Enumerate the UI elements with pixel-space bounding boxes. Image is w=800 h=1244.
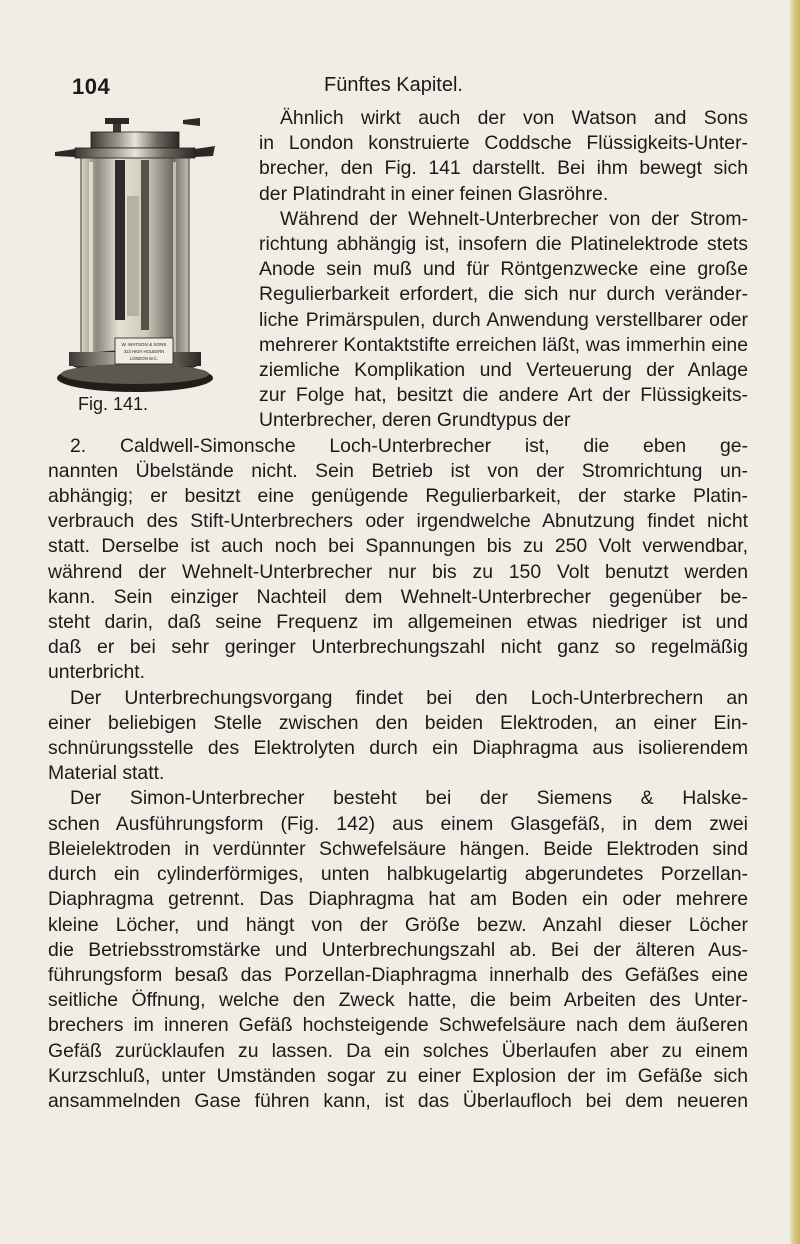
paragraph-5 bbox=[48, 786, 748, 1114]
text-line: nannten Übelstände nicht. Sein Betrieb ist von der Stromrichtung un- bbox=[48, 459, 748, 482]
text-line: kann. Sein einziger Nachteil dem Wehnelt-Unterbrecher gegenüber be- bbox=[48, 585, 748, 608]
running-head: Fünftes Kapitel. bbox=[324, 74, 463, 96]
text-line: statt. Derselbe ist auch noch bei Spannungen bis zu 250 Volt verwendbar, bbox=[48, 535, 748, 558]
text-line: Regulierbarkeit erfordert, die sich nur durch veränder- bbox=[259, 283, 748, 306]
text-line: die Betriebsstromstärke und Unterbrechungszahl ab. Bei der älteren Aus- bbox=[48, 938, 748, 961]
text-line: daß er bei sehr geringer Unterbrechungszahl nicht ganz so regelmäßig bbox=[48, 636, 748, 659]
page-number: 104 bbox=[72, 74, 111, 99]
figure-caption: Fig. 141. bbox=[78, 394, 149, 414]
paragraph-1 bbox=[48, 106, 748, 207]
text-line: Anode sein muß und für Röntgenzwecke eine große bbox=[259, 258, 748, 281]
text-line: Während der Wehnelt-Unterbrecher von der Strom- bbox=[280, 207, 748, 230]
text-line: brecher, den Fig. 141 darstellt. Bei ihm bewegt sich bbox=[259, 157, 748, 180]
text-line: einer beliebigen Stelle zwischen den beiden Elektroden, an einer Ein- bbox=[48, 711, 748, 734]
text-line: in London konstruierte Coddsche Flüssigkeits-Unter- bbox=[259, 132, 748, 155]
text-line: seitliche Öffnung, welche den Zweck hatte, die beim Arbeiten des Unter- bbox=[48, 989, 748, 1012]
text-line: richtung abhängig ist, insofern die Platinelektrode stets bbox=[259, 233, 748, 256]
text-line: verbrauch des Stift-Unterbrechers oder irgendwelche Abnutzung findet nicht bbox=[48, 510, 748, 533]
text-line: während der Wehnelt-Unterbrecher nur bis zu 150 Volt benutzt werden bbox=[48, 560, 748, 583]
paragraph-2 bbox=[48, 207, 748, 434]
text-line: Der Simon-Unterbrecher besteht bei der Siemens & Halske- bbox=[70, 787, 748, 810]
text-line: schen Ausführungsform (Fig. 142) aus einem Glasgefäß, in dem zwei bbox=[48, 812, 748, 835]
text-line: Kurzschluß, unter Umständen sogar zu einer Explosion der im Gefäße sich bbox=[48, 1064, 748, 1087]
page-edge bbox=[790, 0, 800, 1244]
paragraph-4 bbox=[48, 686, 748, 787]
text-line: Diaphragma getrennt. Das Diaphragma hat am Boden ein oder mehrere bbox=[48, 888, 748, 911]
text-line: 2. Caldwell-Simonsche Loch-Unterbrecher ist, die eben ge- bbox=[70, 434, 748, 457]
text-line: Material statt. bbox=[48, 762, 165, 785]
body-text bbox=[48, 106, 748, 1114]
paragraph-3 bbox=[48, 434, 748, 686]
text-line: mehrerer Kontaktstifte erreichen läßt, was immerhin eine bbox=[259, 333, 748, 356]
text-line: schnürungsstelle des Elektrolyten durch ein Diaphragma aus isolierendem bbox=[48, 737, 748, 760]
text-line: Der Unterbrechungsvorgang findet bei den Loch-Unterbrechern an bbox=[70, 686, 748, 709]
text-line: Unterbrecher, deren Grundtypus der bbox=[259, 409, 571, 432]
nameplate-line-1: W. WATSON & SONS bbox=[121, 342, 167, 347]
text-line: unterbricht. bbox=[48, 661, 146, 684]
text-line: Bleielektroden in verdünnter Schwefelsäure hängen. Beide Elektroden sind bbox=[48, 837, 748, 860]
text-line: der Platindraht in einer feinen Glasröhre. bbox=[259, 182, 609, 205]
text-line: steht darin, daß seine Frequenz im allgemeinen etwas niedriger ist und bbox=[48, 611, 748, 634]
text-line: Ähnlich wirkt auch der von Watson and Sons bbox=[280, 107, 748, 129]
text-line: führungsform besaß das Porzellan-Diaphragma innerhalb des Gefäßes eine bbox=[48, 963, 748, 986]
text-line: ziemliche Komplikation und Verteuerung der Anlage bbox=[259, 359, 748, 382]
nameplate-line-2: 313 HIGH HOLBORN bbox=[123, 349, 165, 354]
text-line: kleine Löcher, und hängt von der Größe bezw. Anzahl dieser Löcher bbox=[48, 913, 748, 936]
text-line: ansammelnden Gase führen kann, ist das Überlaufloch bei dem neueren bbox=[48, 1089, 748, 1112]
text-line: zur Folge hat, besitzt die andere Art der Flüssigkeits- bbox=[259, 384, 748, 407]
text-line: brechers im inneren Gefäß hochsteigende Schwefelsäure nach dem äußeren bbox=[48, 1014, 748, 1037]
page-header bbox=[72, 70, 762, 100]
text-line: liche Primärspulen, durch Anwendung verstellbarer oder bbox=[259, 308, 748, 331]
text-line: durch ein cylinderförmiges, unten halbkugelartig abgerundetes Porzellan- bbox=[48, 863, 748, 886]
text-line: Gefäß zurücklaufen zu lassen. Da ein solches Überlaufen aber zu einem bbox=[48, 1039, 748, 1062]
nameplate-line-3: LONDON W.C. bbox=[129, 356, 159, 361]
text-line: abhängig; er besitzt eine genügende Regulierbarkeit, der starke Platin- bbox=[48, 485, 748, 508]
